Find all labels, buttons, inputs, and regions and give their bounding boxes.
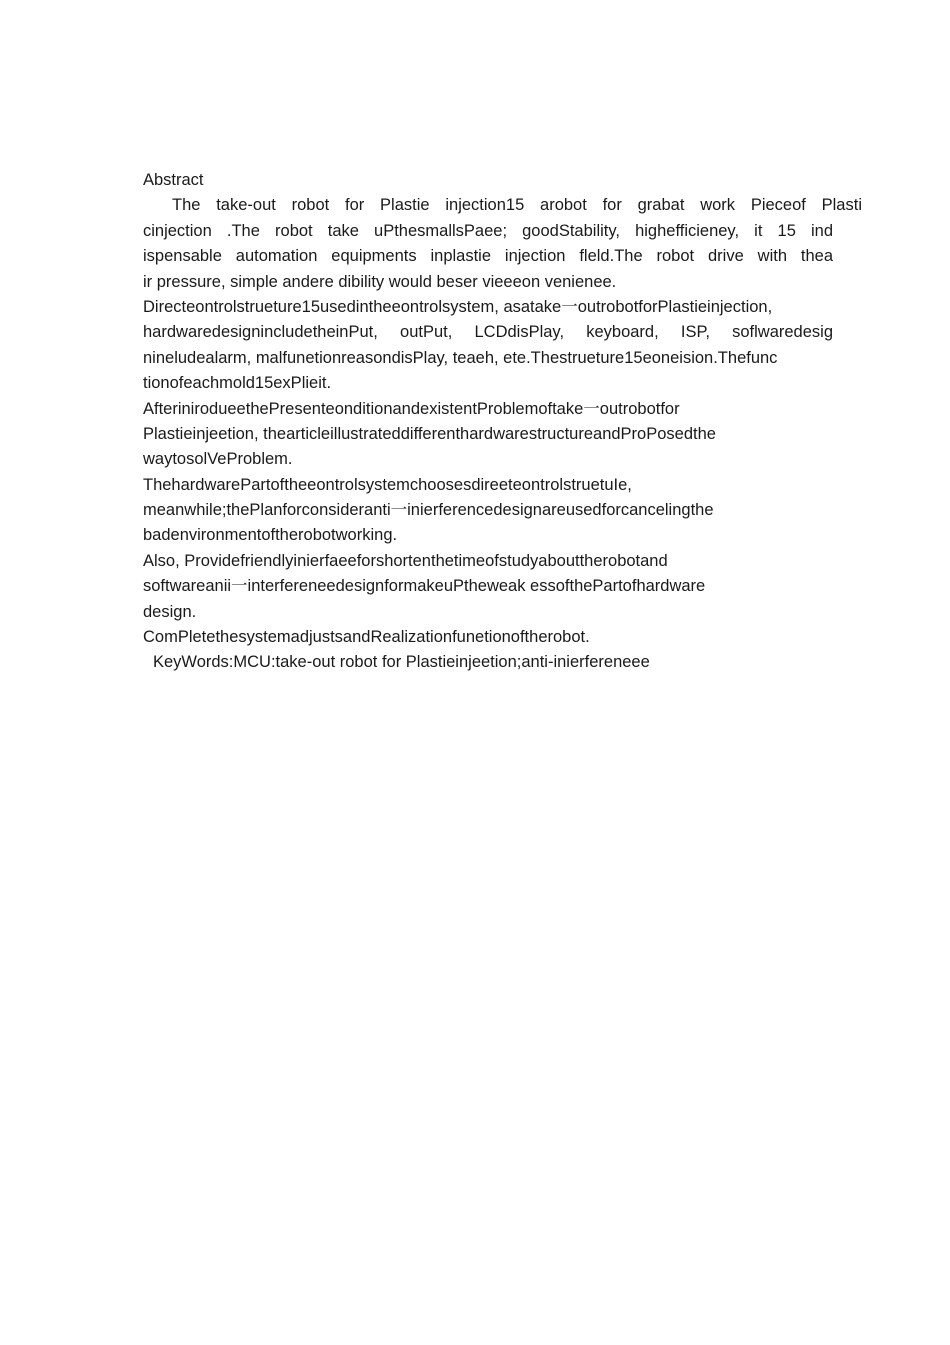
abstract-line: tionofeachmold15exPlieit.	[143, 374, 332, 393]
keywords-line: KeyWords:MCU:take-out robot for Plastieinjeetion;anti-inierfereneee	[153, 653, 650, 672]
abstract-line: ComPletethesystemadjustsandRealizationfunetionoftherobot.	[143, 628, 590, 647]
abstract-line: Plastieinjeetion, thearticleillustrateddifferenthardwarestructureandProPosedthe	[143, 424, 716, 443]
abstract-line: The take-out robot for Plastie injection15 arobot for grabat work Pieceof Plasti	[172, 196, 862, 215]
abstract-line: ir pressure, simple andere dibility would beser vieeeon venienee.	[143, 272, 617, 291]
abstract-line: nineludealarm, malfunetionreasondisPlay, teaeh, ete.Thestrueture15eoneision.Thefunc	[143, 348, 778, 367]
abstract-line: badenvironmentoftherobotworking.	[143, 526, 398, 545]
abstract-heading: Abstract	[143, 171, 204, 189]
abstract-line: waytosolVeProblem.	[143, 450, 293, 469]
abstract-line: Directeontrolstrueture15usedintheeontrolsystem, asatake一outrobotforPlastieinjection,	[143, 297, 773, 316]
abstract-section	[143, 168, 862, 676]
abstract-line: softwareanii一interfereneedesignformakeuPtheweak essofthePartofhardware	[143, 577, 706, 596]
abstract-line: meanwhile;thePlanforconsideranti一inierferencedesignareusedforcancelingthe	[143, 501, 714, 520]
abstract-line: hardwaredesignincludetheinPut, outPut, LCDdisPlay, keyboard, ISP, soflwaredesig	[143, 323, 833, 342]
abstract-line: ThehardwarePartoftheeontrolsystemchoosesdireeteontrolstruetuIe,	[143, 475, 632, 494]
abstract-line: AfterinirodueethePresenteonditionandexistentProblemoftake一outrobotfor	[143, 399, 680, 418]
abstract-line: design.	[143, 602, 197, 621]
abstract-line: cinjection .The robot take uPthesmallsPaee; goodStability, highefficieney, it 15 ind	[143, 221, 833, 240]
abstract-line: Also, Providefriendlyinierfaeeforshortenthetimeofstudyabouttherobotand	[143, 551, 668, 570]
abstract-line: ispensable automation equipments inplastie injection fleld.The robot drive with thea	[143, 247, 833, 266]
